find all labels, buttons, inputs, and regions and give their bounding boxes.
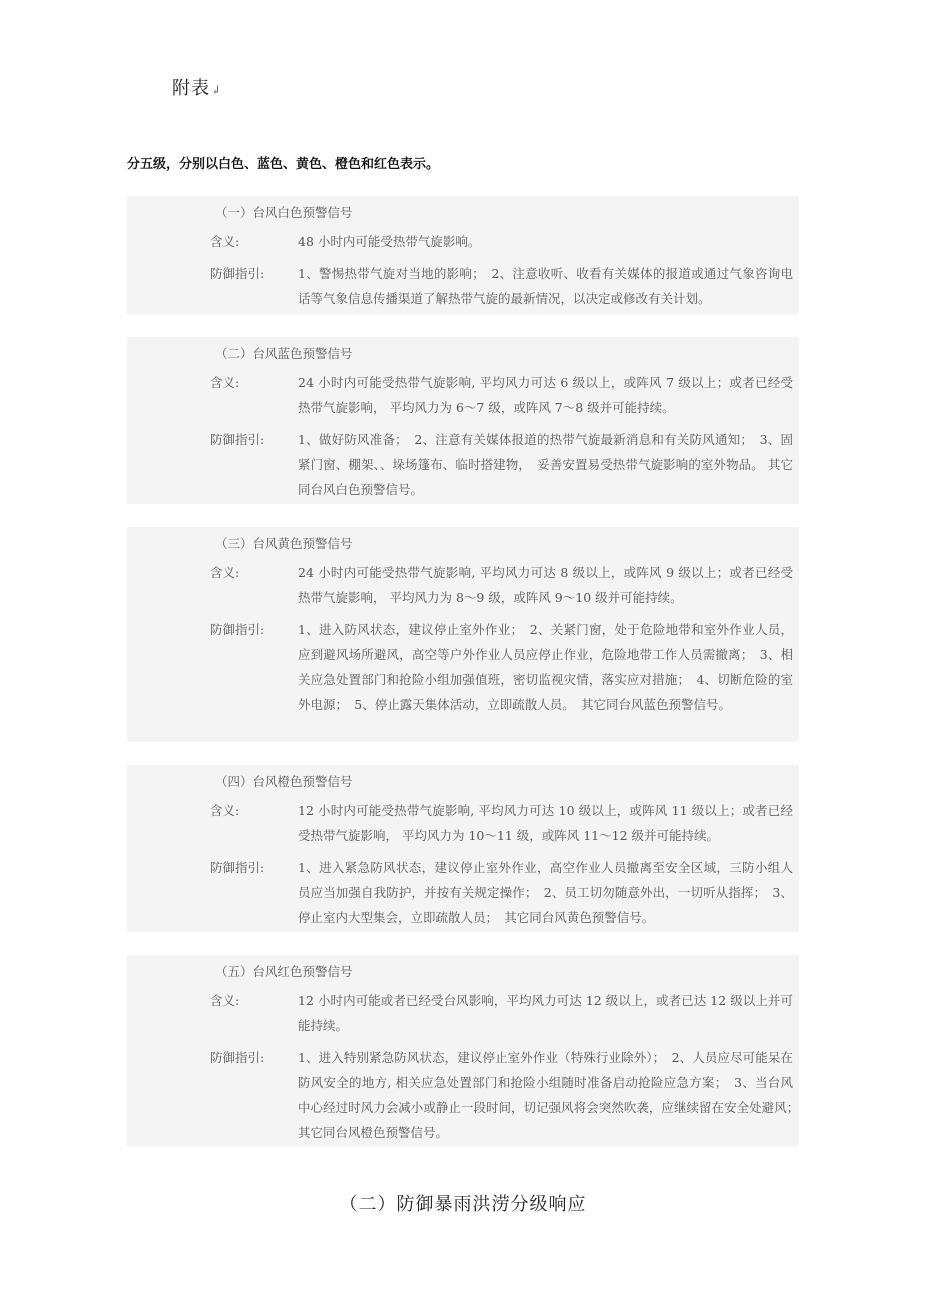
guide-label: 防御指引: [210, 266, 265, 281]
meaning-text: 24 小时内可能受热带气旋影响, 平均风力可达 8 级以上，或阵风 9 级以上；或者已经受热带气旋影响， 平均风力为 8～9 级，或阵风 9～10 级并可能持续。 [298, 565, 793, 605]
meaning-text: 48 小时内可能受热带气旋影响。 [298, 234, 481, 249]
meaning-text: 12 小时内可能受热带气旋影响, 平均风力可达 10 级以上，或阵风 11 级以上；或者已经受热带气旋影响， 平均风力为 10～11 级，或阵风 11～12 级并可能持续。 [298, 803, 793, 843]
signal-heading: （三）台风黄色预警信号 [215, 536, 353, 551]
meaning-label: 含义: [210, 234, 240, 249]
guide-text: 1、进入特别紧急防风状态，建议停止室外作业（特殊行业除外）； 2、人员应尽可能呆在防风安全的地方, 相关应急处置部门和抢险小组随时准备启动抢险应急方案； 3、当台风中心经过时风力会减小或静止一段时间，切记强风将会突然吹袭，应继续留在安全处避风； 其它同台风橙色预警信号。 [298, 1050, 806, 1140]
guide-text: 1、进入紧急防风状态，建议停止室外作业，高空作业人员撤离至安全区域，三防小组人员应当加强自我防护，并按有关规定操作； 2、员工切勿随意外出，一切听从指挥； 3、停止室内大型集会，立即疏散人员； 其它同台风黄色预警信号。 [298, 860, 793, 925]
meaning-row [210, 560, 793, 610]
appendix-title [172, 74, 222, 100]
guide-text: 1、做好防风准备； 2、注意有关媒体报道的热带气旋最新消息和有关防风通知； 3、固紧门窗、棚架、、垛场篷布、临时搭建物， 妥善安置易受热带气旋影响的室外物品。 其它同台风白色预警信号。 [298, 432, 793, 497]
signal-heading: （五）台风红色预警信号 [215, 964, 353, 979]
guide-row [210, 1045, 806, 1145]
meaning-label: 含义: [210, 803, 240, 818]
guide-label: 防御指引: [210, 622, 265, 637]
meaning-text: 12 小时内可能或者已经受台风影响，平均风力可达 12 级以上，或者已达 12 级以上并可能持续。 [298, 993, 793, 1033]
signal-heading: （二）台风蓝色预警信号 [215, 346, 353, 361]
signal-box-blue [127, 337, 799, 504]
appendix-title-text: 附表 [172, 78, 210, 99]
guide-text: 1、警惕热带气旋对当地的影响； 2、注意收听、收看有关媒体的报道或通过气象咨询电话等气象信息传播渠道了解热带气旋的最新情况，以决定或修改有关计划。 [298, 266, 793, 306]
guide-text: 1、进入防风状态，建议停止室外作业； 2、关紧门窗，处于危险地带和室外作业人员，应到避风场所避风，高空等户外作业人员应停止作业，危险地带工作人员需撤离； 3、相关应急处置部门和抢险小组加强值班，密切监视灾情，落实应对措施； 4、切断危险的室外电源； 5、停止露天集体活动，立即疏散人员。 其它同台风蓝色预警信号。 [298, 622, 793, 712]
section-title: （二）防御暴雨洪涝分级响应 [339, 1194, 587, 1215]
signal-box-orange [127, 765, 799, 932]
meaning-text: 24 小时内可能受热带气旋影响, 平均风力可达 6 级以上，或阵风 7 级以上；或者已经受热带气旋影响， 平均风力为 6～7 级，或阵风 7～8 级并可能持续。 [298, 375, 793, 415]
meaning-row [210, 370, 793, 420]
meaning-row [210, 798, 793, 848]
guide-row [210, 855, 793, 930]
signal-box-yellow [127, 527, 799, 742]
meaning-row [210, 988, 793, 1038]
meaning-label: 含义: [210, 565, 240, 580]
signal-box-white [127, 196, 799, 314]
paragraph-mark: ↲ [211, 83, 223, 97]
signal-heading: （四）台风橙色预警信号 [215, 774, 353, 789]
guide-label: 防御指引: [210, 432, 265, 447]
guide-label: 防御指引: [210, 860, 265, 875]
guide-row [210, 617, 793, 717]
meaning-label: 含义: [210, 993, 240, 1008]
signal-heading: （一）台风白色预警信号 [215, 205, 353, 220]
guide-row [210, 427, 793, 502]
guide-row [210, 261, 793, 311]
meaning-label: 含义: [210, 375, 240, 390]
guide-label: 防御指引: [210, 1050, 265, 1065]
intro-text: 分五级，分别以白色、蓝色、黄色、橙色和红色表示。 [127, 157, 440, 172]
meaning-row [210, 229, 793, 254]
signal-box-red [127, 955, 806, 1146]
